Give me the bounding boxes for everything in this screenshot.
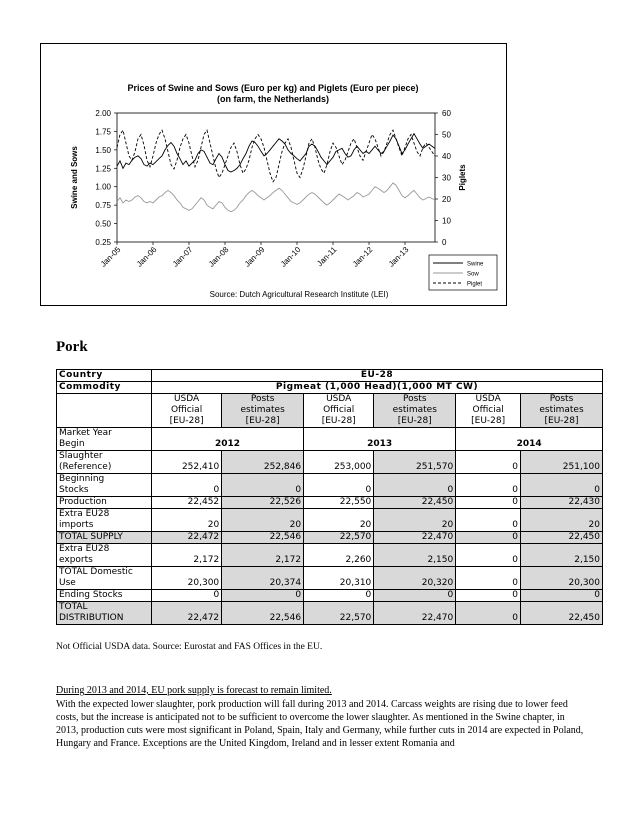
cell-value: 0 — [456, 567, 521, 590]
column-header: USDA Official [EU-28] — [304, 394, 374, 428]
cell-value: 0 — [456, 532, 521, 544]
y2-tick-label: 20 — [442, 195, 451, 204]
row-label: Extra EU28 imports — [57, 509, 152, 532]
year-value: 2014 — [456, 428, 603, 451]
table-source-note: Not Official USDA data. Source: Eurostat and FAS Offices in the EU. — [56, 642, 323, 652]
header-blank — [57, 394, 152, 428]
row-label: Ending Stocks — [57, 590, 152, 602]
table-row — [57, 497, 603, 509]
y-tick-label: 2.00 — [95, 109, 111, 118]
series-line-swine — [117, 134, 435, 172]
cell-value: 22,450 — [521, 602, 603, 625]
column-header: Posts estimates [EU-28] — [374, 394, 456, 428]
cell-value: 22,430 — [521, 497, 603, 509]
y2-axis-label: Piglets — [458, 164, 467, 191]
table-row — [57, 474, 603, 497]
legend-box — [429, 255, 497, 290]
price-chart-svg — [41, 44, 506, 305]
cell-value: 0 — [456, 474, 521, 497]
cell-value: 22,450 — [374, 497, 456, 509]
chart-title: Prices of Swine and Sows (Euro per kg) and Piglets (Euro per piece) — [127, 83, 419, 93]
cell-value: 0 — [152, 474, 222, 497]
cell-value: 22,570 — [304, 602, 374, 625]
cell-value: 252,410 — [152, 451, 222, 474]
section-heading: Pork — [56, 339, 88, 355]
cell-value: 0 — [222, 590, 304, 602]
cell-value: 22,570 — [304, 532, 374, 544]
cell-value: 0 — [222, 474, 304, 497]
cell-value: 22,470 — [374, 602, 456, 625]
cell-value: 2,172 — [222, 544, 304, 567]
cell-value: 2,150 — [374, 544, 456, 567]
x-tick-label: Jan-06 — [134, 245, 159, 269]
row-label: Slaughter (Reference) — [57, 451, 152, 474]
cell-value: 22,546 — [222, 532, 304, 544]
table-row — [57, 590, 603, 602]
x-tick-label: Jan-07 — [170, 245, 195, 269]
series-line-piglet — [117, 130, 435, 182]
chart-source: Source: Dutch Agricultural Research Institute (LEI) — [209, 290, 389, 299]
pork-table — [56, 369, 603, 625]
cell-value: 22,550 — [304, 497, 374, 509]
row-label: Extra EU28 exports — [57, 544, 152, 567]
y-tick-label: 0.25 — [95, 238, 111, 247]
cell-value: 22,450 — [521, 532, 603, 544]
column-header: Posts estimates [EU-28] — [521, 394, 603, 428]
cell-value: 20 — [222, 509, 304, 532]
column-header: USDA Official [EU-28] — [456, 394, 521, 428]
cell-value: 0 — [456, 590, 521, 602]
cell-value: 0 — [456, 509, 521, 532]
column-header: USDA Official [EU-28] — [152, 394, 222, 428]
series-line-sow — [117, 183, 435, 212]
cell-value: 20,300 — [152, 567, 222, 590]
cell-value: 0 — [456, 497, 521, 509]
cell-value: 0 — [304, 590, 374, 602]
y2-tick-label: 10 — [442, 216, 451, 226]
cell-value: 0 — [456, 451, 521, 474]
x-tick-label: Jan-05 — [98, 245, 123, 269]
cell-value: 0 — [456, 544, 521, 567]
year-row — [57, 428, 603, 451]
x-tick-label: Jan-08 — [206, 245, 231, 269]
table-row — [57, 532, 603, 544]
cell-value: 20,300 — [521, 567, 603, 590]
country-label: Country — [57, 370, 152, 382]
cell-value: 22,472 — [152, 532, 222, 544]
y2-tick-label: 0 — [442, 238, 447, 247]
legend-label-swine: Swine — [467, 261, 484, 268]
y2-tick-label: 30 — [442, 173, 451, 183]
commodity-label: Commodity — [57, 382, 152, 394]
cell-value: 0 — [374, 590, 456, 602]
table-row — [57, 544, 603, 567]
x-tick-label: Jan-10 — [278, 245, 303, 269]
cell-value: 20,320 — [374, 567, 456, 590]
commodity-value: Pigmeat (1,000 Head)(1,000 MT CW) — [152, 382, 603, 394]
cell-value: 22,546 — [222, 602, 304, 625]
cell-value: 2,172 — [152, 544, 222, 567]
y-tick-label: 1.75 — [95, 127, 111, 137]
x-tick-label: Jan-13 — [386, 245, 411, 269]
cell-value: 252,846 — [222, 451, 304, 474]
y-tick-label: 0.75 — [95, 201, 111, 211]
cell-value: 0 — [456, 602, 521, 625]
y2-tick-label: 40 — [442, 152, 451, 161]
cell-value: 20,310 — [304, 567, 374, 590]
y-tick-label: 0.50 — [95, 219, 111, 229]
x-tick-label: Jan-12 — [350, 245, 375, 269]
cell-value: 2,150 — [521, 544, 603, 567]
cell-value: 22,452 — [152, 497, 222, 509]
y-tick-label: 1.00 — [95, 182, 111, 192]
y-tick-label: 1.50 — [95, 145, 111, 155]
chart-subtitle: (on farm, the Netherlands) — [216, 94, 330, 104]
y2-tick-label: 60 — [442, 109, 451, 118]
cell-value: 22,470 — [374, 532, 456, 544]
country-row — [57, 370, 603, 382]
cell-value: 20 — [152, 509, 222, 532]
cell-value: 0 — [304, 474, 374, 497]
table-row — [57, 451, 603, 474]
legend-label-sow: Sow — [467, 271, 479, 278]
y-tick-label: 1.25 — [95, 164, 111, 174]
x-tick-label: Jan-11 — [315, 245, 339, 269]
paragraph-title: During 2013 and 2014, EU pork supply is forecast to remain limited. — [56, 685, 332, 696]
row-label: TOTAL DISTRIBUTION — [57, 602, 152, 625]
legend-label-piglet: Piglet — [467, 281, 483, 288]
row-label: Production — [57, 497, 152, 509]
cell-value: 251,100 — [521, 451, 603, 474]
y-axis-label: Swine and Sows — [70, 146, 79, 209]
price-chart — [40, 43, 507, 306]
row-label: TOTAL Domestic Use — [57, 567, 152, 590]
country-value: EU-28 — [152, 370, 603, 382]
cell-value: 22,472 — [152, 602, 222, 625]
cell-value: 2,260 — [304, 544, 374, 567]
year-value: 2012 — [152, 428, 304, 451]
column-header: Posts estimates [EU-28] — [222, 394, 304, 428]
column-header-row — [57, 394, 603, 428]
row-label: TOTAL SUPPLY — [57, 532, 152, 544]
cell-value: 251,570 — [374, 451, 456, 474]
cell-value: 20 — [304, 509, 374, 532]
cell-value: 253,000 — [304, 451, 374, 474]
year-value: 2013 — [304, 428, 456, 451]
row-label: Beginning Stocks — [57, 474, 152, 497]
table-row — [57, 602, 603, 625]
cell-value: 0 — [521, 590, 603, 602]
table-row — [57, 567, 603, 590]
cell-value: 0 — [152, 590, 222, 602]
cell-value: 0 — [374, 474, 456, 497]
x-tick-label: Jan-09 — [242, 245, 267, 269]
y2-tick-label: 50 — [442, 130, 451, 140]
commodity-row — [57, 382, 603, 394]
table-row — [57, 509, 603, 532]
year-label: Market Year Begin — [57, 428, 152, 451]
paragraph-text: With the expected lower slaughter, pork production will fall during 2013 and 2014. Carcass weights are rising due to lower feed costs, but the increase is anticipated not to be sufficient to overcome the lower slaughter. As mentioned in the Swine chapter, in 2013, production cuts were most significant in Poland, Spain, Italy and Germany, while further cuts in 2014 are expected in Poland, Hungary and France. Exceptions are the United Kingdom, Ireland and in lesser extent Romania and — [56, 699, 584, 749]
cell-value: 22,526 — [222, 497, 304, 509]
cell-value: 20,374 — [222, 567, 304, 590]
cell-value: 20 — [374, 509, 456, 532]
cell-value: 0 — [521, 474, 603, 497]
cell-value: 20 — [521, 509, 603, 532]
